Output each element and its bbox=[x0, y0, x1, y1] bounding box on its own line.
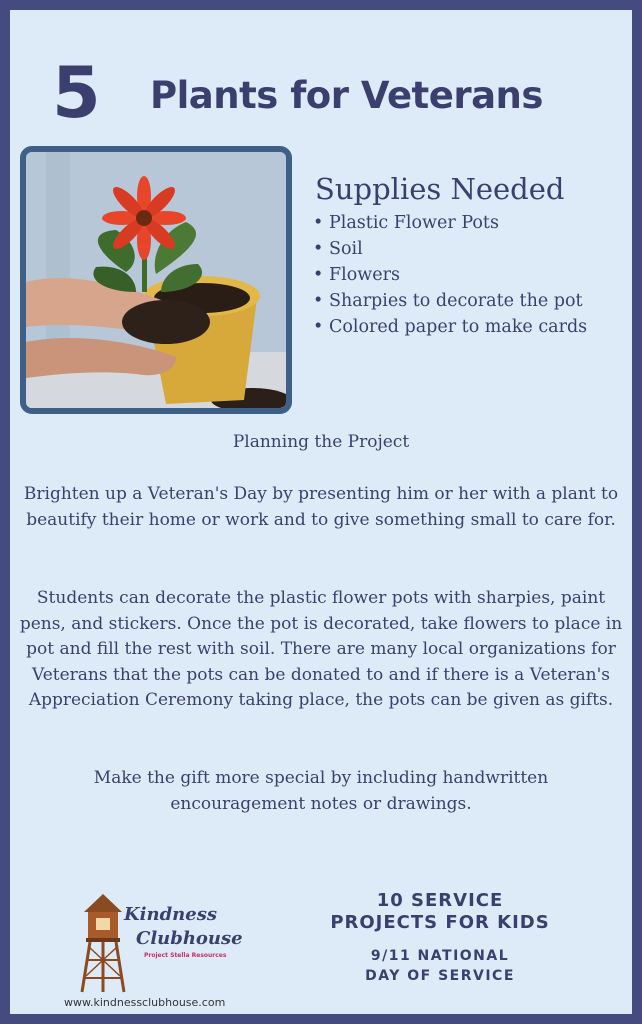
supply-item: • Plastic Flower Pots bbox=[313, 210, 587, 236]
section-heading: Planning the Project bbox=[232, 432, 410, 452]
series-line2: PROJECTS FOR KIDS bbox=[330, 912, 550, 933]
instructions-paragraph: Students can decorate the plastic flower pots with sharpies, paint pens, and stickers. Once the pot is decorated, take flowers to place in pot and fill the rest with soil. There are many local organizations for Veterans that the pots can be donated to and if there is a Veteran's Appreciation Ceremony taking place, the pots can be given as gifts. bbox=[19, 588, 623, 710]
project-number: 5 bbox=[52, 52, 101, 134]
event-title bbox=[310, 946, 570, 986]
flower-pot-photo bbox=[20, 146, 292, 414]
logo-line1: Kindness bbox=[124, 904, 217, 925]
supply-item: • Colored paper to make cards bbox=[313, 314, 587, 340]
supplies-list bbox=[313, 210, 587, 340]
supply-item: • Flowers bbox=[313, 262, 587, 288]
logo-line2: Clubhouse bbox=[136, 928, 243, 949]
supply-item: • Soil bbox=[313, 236, 587, 262]
event-line2: DAY OF SERVICE bbox=[365, 968, 515, 984]
page-title: Plants for Veterans bbox=[150, 74, 543, 117]
flyer-page bbox=[10, 10, 632, 1014]
series-line1: 10 SERVICE bbox=[376, 890, 504, 911]
logo-tagline: Project Stella Resources bbox=[144, 952, 227, 959]
series-title bbox=[310, 890, 570, 934]
supply-item: • Sharpies to decorate the pot bbox=[313, 288, 587, 314]
clubhouse-tower-logo bbox=[78, 890, 128, 994]
website-link[interactable]: www.kindnessclubhouse.com bbox=[64, 996, 226, 1009]
kindness-clubhouse-logo bbox=[78, 890, 243, 994]
event-line1: 9/11 NATIONAL bbox=[370, 948, 510, 964]
intro-paragraph: Brighten up a Veteran's Day by presenting him or her with a plant to beautify their home or work and to give something small to care for. bbox=[23, 484, 619, 530]
supplies-heading: Supplies Needed bbox=[315, 172, 565, 206]
tip-paragraph: Make the gift more special by including handwritten encouragement notes or drawings. bbox=[93, 768, 549, 814]
